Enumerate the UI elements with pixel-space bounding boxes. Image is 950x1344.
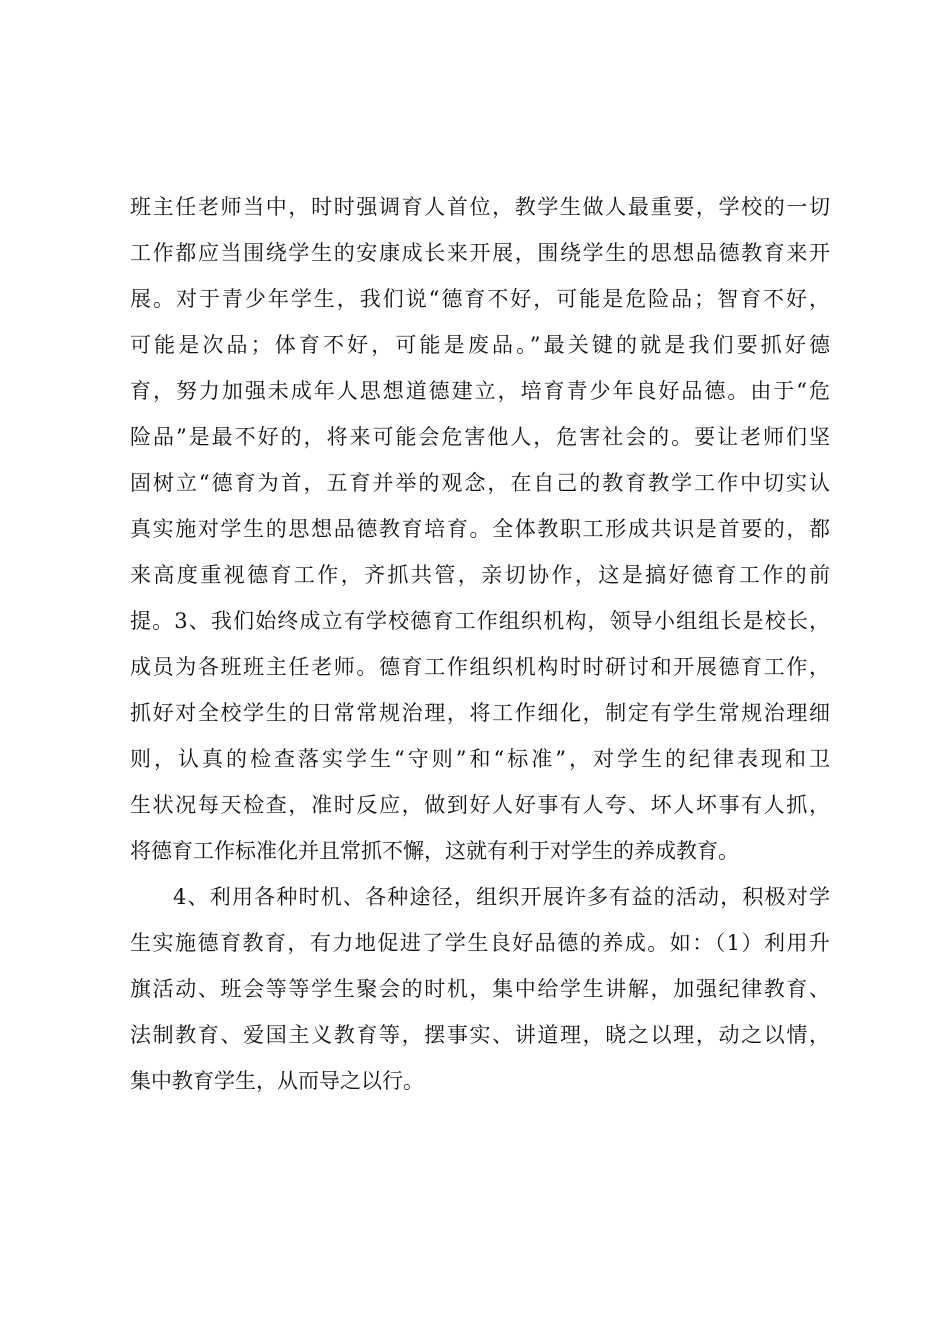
text-line: 旗活动、班会等等学生聚会的时机，集中给学生讲解，加强纪律教育、	[130, 977, 830, 1001]
text-line: 工作都应当围绕学生的安康成长来开展，围绕学生的思想品德教育来开	[130, 241, 830, 265]
text-line: 险品”是最不好的，将来可能会危害他人，危害社会的。要让老师们坚	[130, 425, 830, 449]
text-line: 展。对于青少年学生，我们说“德育不好，可能是危险品；智育不好，	[130, 287, 830, 311]
text-line: 将德育工作标准化并且常抓不懈，这就有利于对学生的养成教育。	[130, 839, 739, 863]
text-line: 班主任老师当中，时时强调育人首位，教学生做人最重要，学校的一切	[130, 195, 830, 219]
text-line: 抓好对全校学生的日常常规治理，将工作细化，制定有学生常规治理细	[130, 701, 830, 725]
text-line: 固树立“德育为首，五育并举的观念，在自己的教育教学工作中切实认	[130, 471, 830, 495]
text-line: 可能是次品；体育不好，可能是废品。”最关键的就是我们要抓好德	[130, 333, 830, 357]
text-line: 则，认真的检查落实学生“守则”和“标准”，对学生的纪律表现和卫	[130, 747, 830, 771]
text-line: 4、利用各种时机、各种途径，组织开展许多有益的活动，积极对学	[173, 885, 830, 909]
text-line: 生实施德育教育，有力地促进了学生良好品德的养成。如：（1）利用升	[130, 931, 830, 955]
text-line: 生状况每天检查，准时反应，做到好人好事有人夸、坏人坏事有人抓，	[130, 793, 830, 817]
text-line: 法制教育、爱国主义教育等，摆事实、讲道理，晓之以理，动之以情，	[130, 1023, 830, 1047]
text-line: 提。3、我们始终成立有学校德育工作组织机构，领导小组组长是校长，	[130, 609, 830, 633]
text-line: 来高度重视德育工作，齐抓共管，亲切协作，这是搞好德育工作的前	[130, 563, 830, 587]
text-line: 成员为各班班主任老师。德育工作组织机构时时研讨和开展德育工作，	[130, 655, 830, 679]
text-line: 真实施对学生的思想品德教育培育。全体教职工形成共识是首要的，都	[130, 517, 830, 541]
text-line: 育，努力加强未成年人思想道德建立，培育青少年良好品德。由于“危	[130, 379, 830, 403]
text-line: 集中教育学生，从而导之以行。	[130, 1069, 424, 1093]
